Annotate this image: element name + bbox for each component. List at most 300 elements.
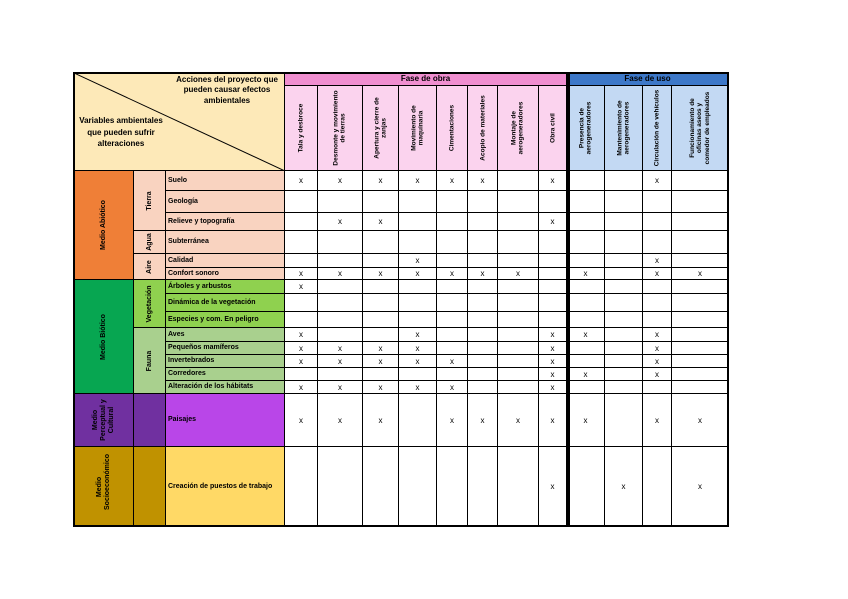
row-label-cell	[165, 170, 285, 191]
matrix-cell	[642, 170, 672, 191]
matrix-cell	[566, 380, 605, 394]
matrix-cell	[538, 380, 567, 394]
matrix-cell	[538, 293, 567, 312]
matrix-cell	[398, 293, 437, 312]
matrix-cell	[436, 212, 468, 231]
matrix-cell	[362, 354, 399, 368]
column-header	[317, 85, 363, 171]
column-header-label: Desmonte y movimiento de tierras	[332, 90, 347, 166]
matrix-cell	[362, 367, 399, 381]
impact-mark: x	[655, 330, 659, 339]
column-header-label: Apertura y cierre de zanjas	[373, 97, 388, 159]
row-label: Calidad	[168, 256, 194, 264]
row-label: Alteración de los hábitats	[168, 382, 254, 390]
matrix-cell	[538, 311, 567, 328]
impact-mark: x	[338, 176, 342, 185]
matrix-cell	[436, 354, 468, 368]
row-label: Relieve y topografía	[168, 217, 235, 225]
impact-mark: x	[450, 176, 454, 185]
impact-mark: x	[415, 356, 420, 366]
matrix-cell	[284, 446, 318, 527]
matrix-cell	[642, 253, 672, 268]
matrix-cell	[436, 393, 468, 447]
impact-mark: x	[583, 369, 588, 379]
impact-mark: x	[338, 382, 342, 392]
matrix-cell	[398, 253, 437, 268]
phase-uso-label: Fase de uso	[624, 74, 671, 83]
impact-mark: x	[299, 282, 303, 291]
matrix-cell	[566, 367, 605, 381]
impact-mark: x	[450, 415, 454, 425]
matrix-cell	[362, 327, 399, 342]
row-label-cell	[165, 230, 285, 254]
row-label-cell	[165, 367, 285, 381]
matrix-cell	[566, 253, 605, 268]
matrix-cell	[566, 212, 605, 231]
column-header	[436, 85, 468, 171]
matrix-cell	[284, 311, 318, 328]
matrix-cell	[671, 253, 729, 268]
matrix-cell	[317, 253, 363, 268]
row-label: Suelo	[168, 176, 188, 184]
column-header-label: Mantenimiento de aerogeneradores	[616, 100, 631, 156]
column-header	[538, 85, 567, 171]
matrix-cell	[671, 230, 729, 254]
matrix-cell	[671, 279, 729, 294]
matrix-cell	[398, 279, 437, 294]
impact-mark: x	[338, 343, 342, 353]
impact-mark: x	[415, 256, 420, 265]
matrix-cell	[642, 279, 672, 294]
row-label: Paisajes	[168, 415, 197, 423]
matrix-cell	[566, 190, 605, 213]
matrix-cell	[604, 393, 643, 447]
matrix-cell	[398, 311, 437, 328]
impact-mark: x	[583, 415, 588, 425]
group-label: Medio Socioeconómico	[95, 453, 111, 510]
impact-mark: x	[378, 382, 383, 392]
matrix-cell	[671, 354, 729, 368]
matrix-cell	[317, 293, 363, 312]
matrix-cell	[362, 341, 399, 355]
impact-mark: x	[698, 482, 702, 491]
group-cell	[73, 170, 134, 280]
group-label: Medio Perceptual y Cultural	[91, 399, 115, 441]
matrix-cell	[538, 279, 567, 294]
matrix-cell	[284, 367, 318, 381]
matrix-cell	[642, 212, 672, 231]
matrix-cell	[497, 190, 539, 213]
matrix-cell	[317, 230, 363, 254]
matrix-cell	[497, 380, 539, 394]
matrix-cell	[467, 293, 498, 312]
matrix-cell	[362, 253, 399, 268]
row-label: Creación de puestos de trabajo	[168, 482, 273, 490]
matrix-cell	[671, 341, 729, 355]
matrix-cell	[671, 393, 729, 447]
matrix-cell	[436, 367, 468, 381]
impact-mark: x	[516, 415, 520, 425]
row-label-cell	[165, 190, 285, 213]
matrix-cell	[398, 446, 437, 527]
matrix-cell	[284, 190, 318, 213]
matrix-cell	[604, 341, 643, 355]
impact-mark: x	[338, 269, 342, 278]
matrix-cell	[497, 279, 539, 294]
impact-mark: x	[378, 356, 383, 366]
impact-mark: x	[299, 330, 303, 339]
matrix-cell	[566, 354, 605, 368]
impact-mark: x	[550, 482, 555, 491]
matrix-cell	[497, 393, 539, 447]
impact-mark: x	[378, 343, 383, 353]
matrix-cell	[538, 327, 567, 342]
matrix-cell	[671, 367, 729, 381]
impact-mark: x	[338, 356, 342, 366]
column-header-label: Funcionamiento de oficinas aseos y comedor de empleados	[688, 91, 711, 165]
matrix-cell	[398, 170, 437, 191]
impact-mark: x	[299, 382, 303, 392]
matrix-cell	[538, 341, 567, 355]
matrix-cell	[362, 190, 399, 213]
matrix-cell	[671, 311, 729, 328]
phase-obra-label: Fase de obra	[400, 74, 451, 83]
matrix-cell	[604, 380, 643, 394]
row-label: Pequeños mamíferos	[168, 343, 239, 351]
matrix-cell	[398, 230, 437, 254]
matrix-cell	[604, 212, 643, 231]
matrix-cell	[317, 212, 363, 231]
matrix-cell	[566, 341, 605, 355]
impact-mark: x	[698, 415, 702, 425]
matrix-cell	[538, 393, 567, 447]
matrix-cell	[497, 354, 539, 368]
matrix-cell	[671, 170, 729, 191]
matrix-cell	[566, 170, 605, 191]
subgroup-cell	[133, 170, 166, 231]
matrix-cell	[467, 253, 498, 268]
impact-mark: x	[655, 343, 659, 353]
matrix-cell	[538, 253, 567, 268]
matrix-cell	[362, 380, 399, 394]
impact-mark: x	[655, 269, 659, 278]
subgroup-cell	[133, 253, 166, 280]
matrix-cell	[284, 170, 318, 191]
matrix-cell	[497, 293, 539, 312]
impact-mark: x	[550, 369, 555, 379]
subgroup-cell	[133, 230, 166, 254]
matrix-cell	[436, 230, 468, 254]
matrix-cell	[604, 293, 643, 312]
matrix-cell	[566, 446, 605, 527]
matrix-cell	[436, 190, 468, 213]
impact-mark: x	[550, 330, 555, 339]
matrix-cell	[284, 293, 318, 312]
matrix-cell	[566, 327, 605, 342]
impact-mark: x	[415, 269, 420, 278]
matrix-cell	[642, 446, 672, 527]
matrix-cell	[317, 341, 363, 355]
matrix-cell	[604, 190, 643, 213]
matrix-cell	[497, 253, 539, 268]
phase-obra-header	[284, 72, 567, 86]
impact-mark: x	[338, 415, 342, 425]
matrix-cell	[566, 230, 605, 254]
matrix-cell	[671, 380, 729, 394]
subgroup-label: Fauna	[145, 350, 153, 371]
matrix-cell	[284, 354, 318, 368]
matrix-cell	[467, 354, 498, 368]
subgroup-label: Agua	[145, 233, 153, 251]
row-label: Corredores	[168, 369, 206, 377]
impact-mark: x	[415, 176, 420, 185]
impact-mark: x	[480, 269, 485, 278]
impact-mark: x	[655, 256, 659, 265]
matrix-cell	[362, 212, 399, 231]
matrix-cell	[436, 279, 468, 294]
actions-label: Acciones del proyecto que pueden causar efectos ambientales	[176, 75, 278, 105]
row-label-cell	[165, 393, 285, 447]
row-label-cell	[165, 212, 285, 231]
matrix-cell	[642, 393, 672, 447]
matrix-cell	[362, 293, 399, 312]
matrix-cell	[467, 367, 498, 381]
row-label: Aves	[168, 330, 185, 338]
matrix-cell	[538, 446, 567, 527]
matrix-cell	[398, 341, 437, 355]
matrix-cell	[467, 230, 498, 254]
column-header-label: Presencia de aerogeneradores	[578, 101, 593, 155]
matrix-cell	[604, 354, 643, 368]
matrix-cell	[642, 293, 672, 312]
matrix-cell	[642, 380, 672, 394]
matrix-cell	[362, 393, 399, 447]
matrix-cell	[497, 212, 539, 231]
matrix-cell	[497, 367, 539, 381]
row-label-cell	[165, 279, 285, 294]
matrix-cell	[642, 190, 672, 213]
matrix-cell	[671, 293, 729, 312]
column-header	[671, 85, 729, 171]
impact-mark: x	[378, 217, 383, 226]
matrix-cell	[467, 311, 498, 328]
column-header-label: Obra civil	[548, 113, 556, 143]
column-header-label: Acopio de materiales	[478, 95, 486, 161]
matrix-cell	[398, 212, 437, 231]
impact-mark: x	[415, 382, 420, 392]
matrix-cell	[671, 446, 729, 527]
column-header-label: Tala y desbroce	[297, 103, 305, 153]
matrix-cell	[604, 327, 643, 342]
matrix-cell	[317, 279, 363, 294]
matrix-cell	[497, 230, 539, 254]
impact-mark: x	[415, 330, 420, 339]
matrix-cell	[398, 380, 437, 394]
impact-mark: x	[655, 415, 659, 425]
impact-mark: x	[480, 176, 485, 185]
subgroup-label: Aire	[145, 259, 153, 274]
impact-mark: x	[378, 415, 383, 425]
matrix-cell	[398, 367, 437, 381]
impact-mark: x	[550, 415, 555, 425]
matrix-header-corner	[73, 72, 285, 171]
matrix-cell	[317, 354, 363, 368]
matrix-cell	[284, 341, 318, 355]
subgroup-cell-empty	[133, 446, 166, 527]
impact-mark: x	[583, 330, 588, 339]
impact-mark: x	[415, 343, 420, 353]
matrix-cell	[604, 253, 643, 268]
matrix-cell	[284, 279, 318, 294]
impact-mark: x	[299, 356, 303, 366]
impact-mark: x	[450, 269, 454, 278]
matrix-cell	[398, 393, 437, 447]
impact-mark: x	[299, 269, 303, 278]
subgroup-cell-empty	[133, 393, 166, 447]
matrix-cell	[538, 367, 567, 381]
matrix-cell	[284, 380, 318, 394]
column-header-label: Circulación de vehículos	[653, 89, 661, 167]
column-header	[398, 85, 437, 171]
matrix-cell	[642, 327, 672, 342]
matrix-cell	[497, 170, 539, 191]
matrix-cell	[538, 212, 567, 231]
matrix-cell	[317, 327, 363, 342]
matrix-cell	[642, 311, 672, 328]
impact-mark: x	[550, 176, 555, 185]
row-label-cell	[165, 380, 285, 394]
subgroup-cell	[133, 279, 166, 328]
matrix-cell	[362, 170, 399, 191]
group-label: Medio Abiótico	[99, 200, 107, 250]
row-label-cell	[165, 354, 285, 368]
impact-mark: x	[550, 382, 555, 392]
impact-mark: x	[655, 356, 659, 366]
matrix-cell	[642, 230, 672, 254]
column-header	[284, 85, 318, 171]
matrix-cell	[671, 327, 729, 342]
row-label: Subterránea	[168, 237, 209, 245]
matrix-cell	[467, 446, 498, 527]
matrix-cell	[538, 190, 567, 213]
subgroup-cell	[133, 327, 166, 394]
matrix-cell	[604, 367, 643, 381]
matrix-cell	[497, 341, 539, 355]
matrix-cell	[317, 393, 363, 447]
column-header	[362, 85, 399, 171]
column-header-label: Cimentaciones	[448, 104, 456, 152]
matrix-cell	[436, 380, 468, 394]
impact-mark: x	[583, 269, 588, 278]
column-header	[467, 85, 498, 171]
phase-uso-header	[566, 72, 729, 86]
matrix-cell	[566, 311, 605, 328]
column-header	[642, 85, 672, 171]
matrix-cell	[671, 190, 729, 213]
impact-mark: x	[299, 176, 303, 185]
matrix-cell	[467, 327, 498, 342]
matrix-cell	[566, 393, 605, 447]
matrix-cell	[538, 230, 567, 254]
matrix-cell	[317, 311, 363, 328]
column-header-label: Movimiento de maquinaria	[410, 105, 425, 151]
matrix-cell	[317, 190, 363, 213]
matrix-cell	[284, 230, 318, 254]
row-label: Dinámica de la vegetación	[168, 298, 256, 306]
matrix-cell	[436, 341, 468, 355]
matrix-cell	[284, 212, 318, 231]
matrix-cell	[398, 354, 437, 368]
matrix-cell	[604, 446, 643, 527]
row-label-cell	[165, 341, 285, 355]
matrix-cell	[538, 354, 567, 368]
matrix-cell	[566, 293, 605, 312]
matrix-cell	[467, 212, 498, 231]
matrix-cell	[362, 446, 399, 527]
matrix-cell	[317, 367, 363, 381]
impact-mark: x	[655, 369, 659, 379]
matrix-cell	[398, 190, 437, 213]
row-label-cell	[165, 446, 285, 527]
row-label-cell	[165, 327, 285, 342]
matrix-cell	[642, 341, 672, 355]
matrix-cell	[284, 253, 318, 268]
impact-mark: x	[378, 176, 383, 185]
row-label: Árboles y arbustos	[168, 282, 232, 290]
row-label: Invertebrados	[168, 356, 215, 364]
matrix-cell	[436, 311, 468, 328]
matrix-cell	[467, 190, 498, 213]
matrix-cell	[671, 212, 729, 231]
column-header	[566, 85, 605, 171]
variables-label: Variables ambientales que pueden sufrir alteraciones	[79, 116, 163, 149]
row-label: Confort sonoro	[168, 269, 219, 277]
row-label-cell	[165, 253, 285, 268]
matrix-cell	[604, 279, 643, 294]
subgroup-label: Tierra	[145, 190, 153, 211]
matrix-cell	[362, 230, 399, 254]
row-label-cell	[165, 311, 285, 328]
matrix-cell	[642, 354, 672, 368]
matrix-cell	[436, 293, 468, 312]
row-label: Especies y com. En peligro	[168, 315, 259, 323]
matrix-cell	[362, 279, 399, 294]
matrix-cell	[362, 311, 399, 328]
row-label: Geología	[168, 197, 198, 205]
matrix-cell	[317, 170, 363, 191]
impact-mark: x	[450, 382, 454, 392]
impact-mark: x	[480, 415, 485, 425]
impact-mark: x	[655, 176, 659, 185]
group-cell	[73, 393, 134, 447]
matrix-cell	[467, 170, 498, 191]
matrix-cell	[317, 446, 363, 527]
group-label: Medio Biótico	[99, 313, 107, 360]
matrix-cell	[467, 341, 498, 355]
group-cell	[73, 279, 134, 394]
matrix-cell	[467, 279, 498, 294]
column-header-label: Montaje de aerogeneradores	[510, 101, 525, 155]
matrix-cell	[398, 327, 437, 342]
subgroup-label: Vegetación	[145, 285, 153, 322]
column-header	[604, 85, 643, 171]
impact-mark: x	[338, 217, 342, 226]
matrix-cell	[538, 170, 567, 191]
matrix-cell	[566, 279, 605, 294]
matrix-cell	[604, 170, 643, 191]
matrix-cell	[436, 446, 468, 527]
matrix-cell	[317, 380, 363, 394]
